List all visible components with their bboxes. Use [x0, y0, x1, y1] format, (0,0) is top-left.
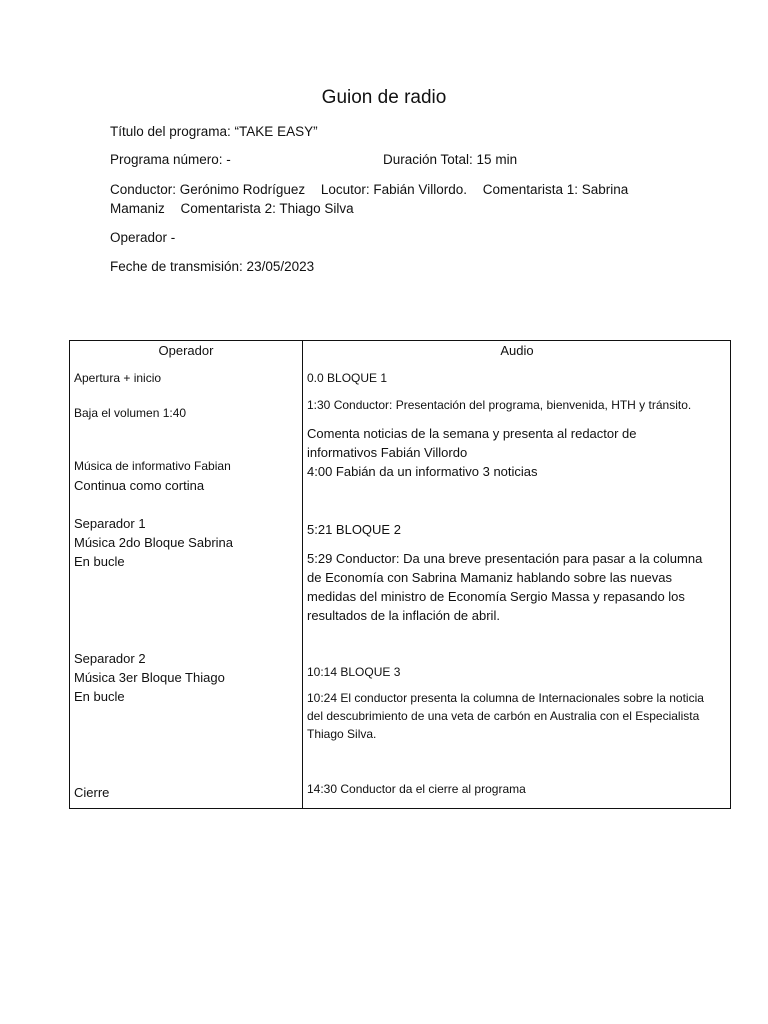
operator-cell: Separador 1: [74, 516, 146, 531]
crew-commentator-2: Comentarista 2: Thiago Silva: [180, 201, 354, 216]
broadcast-date: Feche de transmisión: 23/05/2023: [110, 259, 315, 274]
operator-cell: Música 2do Bloque Sabrina: [74, 535, 233, 550]
column-divider: [302, 341, 303, 808]
audio-cell: 5:21 BLOQUE 2: [307, 522, 401, 537]
program-title: Título del programa: “TAKE EASY”: [110, 124, 318, 139]
script-table: [69, 340, 731, 809]
audio-cell: 4:00 Fabián da un informativo 3 noticias: [307, 464, 538, 479]
audio-cell: 1:30 Conductor: Presentación del programa, bienvenida, HTH y tránsito.: [307, 398, 692, 412]
operator-cell: Música de informativo Fabian: [74, 459, 231, 473]
operator-cell: En bucle: [74, 554, 125, 569]
crew-locutor: Locutor: Fabián Villordo.: [320, 182, 467, 197]
audio-cell: Comenta noticias de la semana y presenta al redactor de informativos Fabián Villordo: [307, 426, 637, 460]
crew-list: [110, 180, 670, 218]
operator-cell: Separador 2: [74, 651, 146, 666]
audio-cell: 0.0 BLOQUE 1: [307, 371, 388, 385]
operator-line: Operador -: [110, 230, 176, 245]
audio-cell: 14:30 Conductor da el cierre al programa: [307, 782, 526, 796]
operator-cell: Apertura + inicio: [74, 371, 162, 385]
audio-cell: 5:29 Conductor: Da una breve presentación para pasar a la columna de Economía con Sabrina Mamaniz hablando sobre las nuevas medidas del ministro de Economía Sergio Massa y repasando los resultados de la inflación de abril.: [307, 551, 703, 623]
program-number: Programa número: -: [110, 152, 231, 167]
crew-conductor: Conductor: Gerónimo Rodríguez: [110, 182, 306, 197]
operator-cell: Música 3er Bloque Thiago: [74, 670, 225, 685]
total-duration: Duración Total: 15 min: [383, 152, 518, 167]
operator-cell: Cierre: [74, 785, 110, 800]
operator-cell: Baja el volumen 1:40: [74, 406, 187, 420]
crew-commentator-1: Comentarista 1: Sabrina Mamaniz: [110, 182, 629, 216]
document-title: Guion de radio: [321, 87, 447, 108]
audio-cell: 10:14 BLOQUE 3: [307, 665, 401, 679]
header-audio: Audio: [500, 343, 534, 358]
audio-cell: 10:24 El conductor presenta la columna de Internacionales sobre la noticia del descubrimiento de una veta de carbón en Australia con el Especialista Thiago Silva.: [307, 691, 704, 741]
operator-cell: Continua como cortina: [74, 478, 205, 493]
header-operator: Operador: [158, 343, 214, 358]
operator-cell: En bucle: [74, 689, 125, 704]
